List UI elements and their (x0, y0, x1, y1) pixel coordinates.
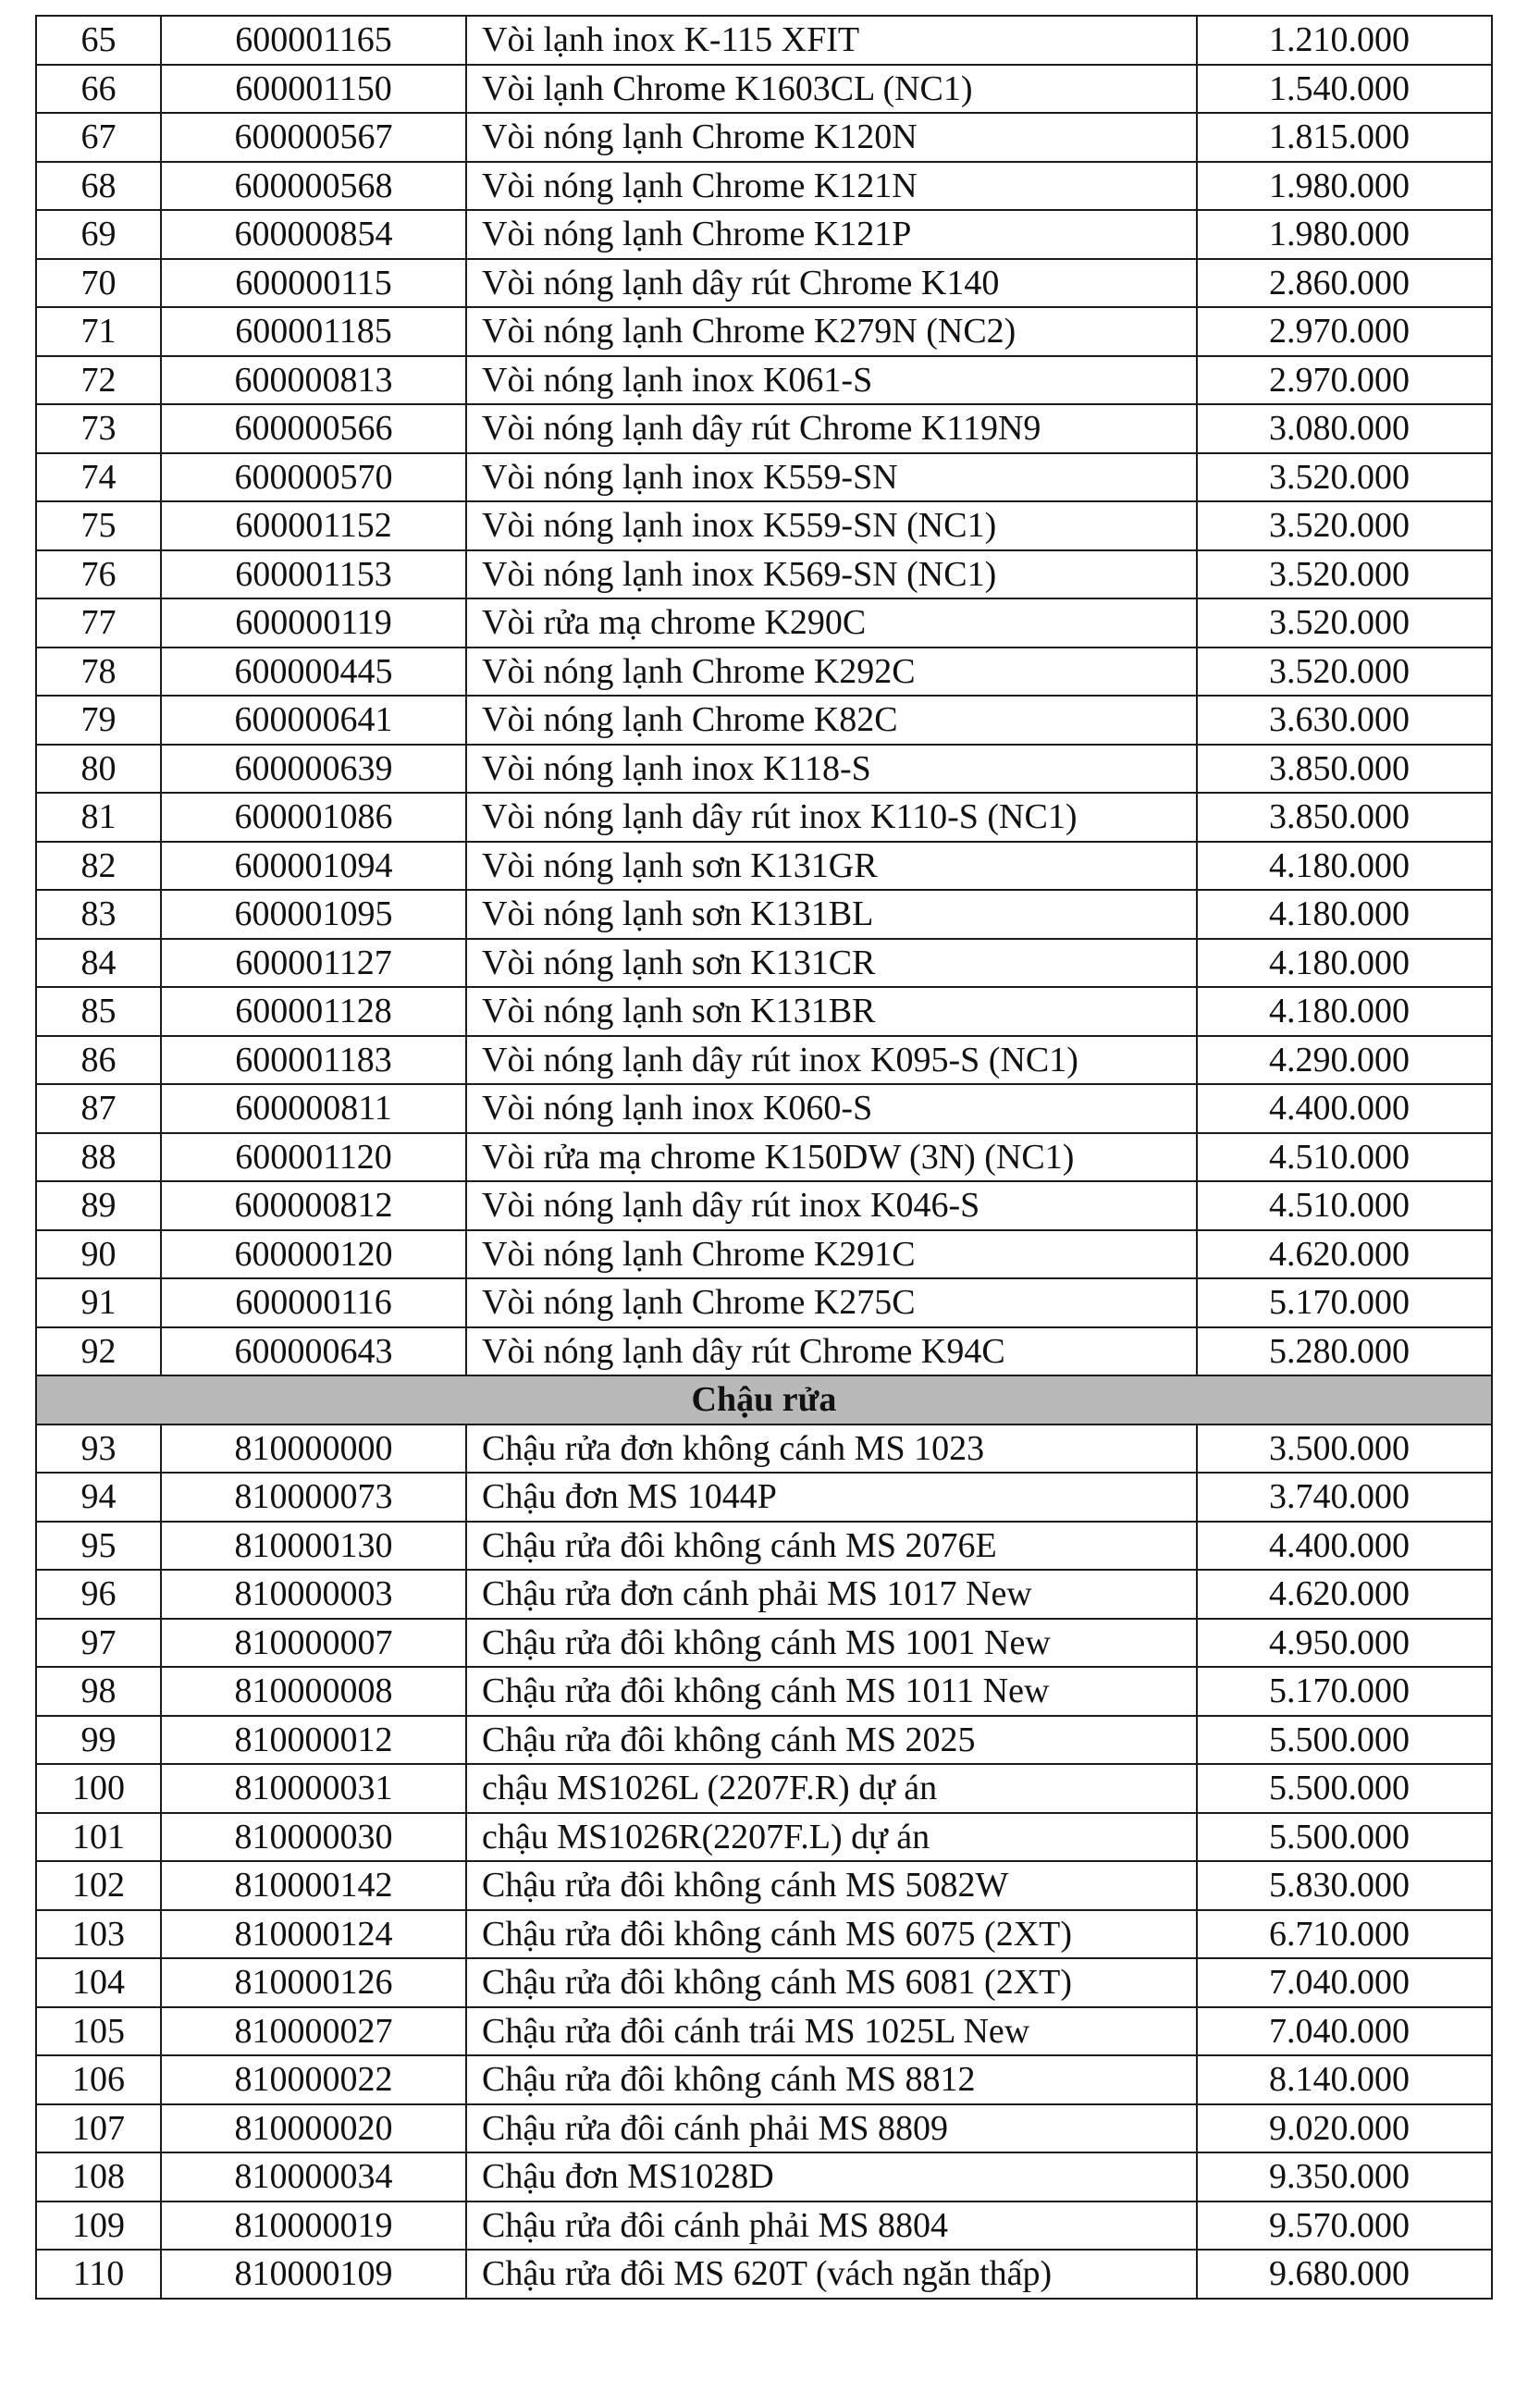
product-code-cell: 600000115 (161, 259, 466, 308)
row-number-cell: 91 (36, 1278, 161, 1327)
product-code-cell: 600001185 (161, 307, 466, 356)
table-row (36, 1522, 1492, 1571)
product-code-cell: 810000012 (161, 1716, 466, 1765)
product-name-cell: Vòi nóng lạnh Chrome K275C (466, 1278, 1197, 1327)
table-row (36, 65, 1492, 114)
table-row (36, 259, 1492, 308)
row-number-cell: 89 (36, 1181, 161, 1230)
product-name-cell: Vòi nóng lạnh sơn K131BR (466, 987, 1197, 1036)
product-name-cell: Chậu rửa đôi cánh phải MS 8804 (466, 2202, 1197, 2251)
row-number-cell: 68 (36, 162, 161, 211)
product-code-cell: 810000000 (161, 1424, 466, 1474)
row-number-cell: 87 (36, 1084, 161, 1133)
table-row (36, 162, 1492, 211)
product-code-cell: 810000142 (161, 1861, 466, 1910)
product-name-cell: Chậu rửa đôi cánh trái MS 1025L New (466, 2007, 1197, 2056)
product-name-cell: Vòi rửa mạ chrome K150DW (3N) (NC1) (466, 1133, 1197, 1182)
row-number-cell: 72 (36, 356, 161, 405)
table-row (36, 453, 1492, 502)
row-number-cell: 71 (36, 307, 161, 356)
row-number-cell: 97 (36, 1619, 161, 1668)
product-code-cell: 810000126 (161, 1958, 466, 2007)
price-cell: 3.850.000 (1197, 745, 1492, 794)
product-name-cell: Vòi nóng lạnh dây rút inox K095-S (NC1) (466, 1036, 1197, 1085)
table-row (36, 16, 1492, 65)
product-code-cell: 600000445 (161, 648, 466, 697)
price-cell: 1.540.000 (1197, 65, 1492, 114)
product-code-cell: 810000020 (161, 2104, 466, 2153)
price-cell: 7.040.000 (1197, 1958, 1492, 2007)
table-row (36, 987, 1492, 1036)
price-cell: 4.950.000 (1197, 1619, 1492, 1668)
price-cell: 5.170.000 (1197, 1278, 1492, 1327)
product-code-cell: 600001120 (161, 1133, 466, 1182)
row-number-cell: 104 (36, 1958, 161, 2007)
product-name-cell: Vòi nóng lạnh Chrome K291C (466, 1230, 1197, 1279)
row-number-cell: 105 (36, 2007, 161, 2056)
product-code-cell: 600000116 (161, 1278, 466, 1327)
product-code-cell: 810000109 (161, 2250, 466, 2299)
product-name-cell: Vòi nóng lạnh Chrome K121N (466, 162, 1197, 211)
table-row (36, 648, 1492, 697)
row-number-cell: 100 (36, 1764, 161, 1813)
product-code-cell: 600000812 (161, 1181, 466, 1230)
product-code-cell: 600000639 (161, 745, 466, 794)
product-name-cell: Vòi lạnh Chrome K1603CL (NC1) (466, 65, 1197, 114)
price-cell: 5.500.000 (1197, 1813, 1492, 1862)
price-cell: 4.400.000 (1197, 1522, 1492, 1571)
product-name-cell: Vòi nóng lạnh Chrome K120N (466, 113, 1197, 162)
product-code-cell: 810000008 (161, 1667, 466, 1716)
product-code-cell: 810000030 (161, 1813, 466, 1862)
table-row (36, 2250, 1492, 2299)
product-code-cell: 810000124 (161, 1910, 466, 1959)
table-row (36, 210, 1492, 259)
row-number-cell: 70 (36, 259, 161, 308)
row-number-cell: 92 (36, 1327, 161, 1376)
product-code-cell: 600000570 (161, 453, 466, 502)
product-name-cell: Vòi nóng lạnh sơn K131BL (466, 890, 1197, 939)
product-code-cell: 600000566 (161, 404, 466, 453)
row-number-cell: 81 (36, 793, 161, 842)
product-code-cell: 600000119 (161, 598, 466, 648)
row-number-cell: 65 (36, 16, 161, 65)
product-name-cell: chậu MS1026L (2207F.R) dự án (466, 1764, 1197, 1813)
row-number-cell: 102 (36, 1861, 161, 1910)
product-name-cell: Chậu rửa đôi không cánh MS 5082W (466, 1861, 1197, 1910)
product-name-cell: Vòi nóng lạnh Chrome K121P (466, 210, 1197, 259)
product-code-cell: 600001094 (161, 842, 466, 891)
price-cell: 1.210.000 (1197, 16, 1492, 65)
product-code-cell: 810000003 (161, 1570, 466, 1619)
row-number-cell: 88 (36, 1133, 161, 1182)
table-row (36, 1570, 1492, 1619)
table-row (36, 1764, 1492, 1813)
table-row (36, 1084, 1492, 1133)
product-code-cell: 810000031 (161, 1764, 466, 1813)
product-name-cell: Chậu rửa đơn không cánh MS 1023 (466, 1424, 1197, 1474)
price-cell: 3.740.000 (1197, 1473, 1492, 1522)
table-row (36, 1424, 1492, 1474)
price-cell: 4.290.000 (1197, 1036, 1492, 1085)
price-cell: 6.710.000 (1197, 1910, 1492, 1959)
product-name-cell: Chậu rửa đơn cánh phải MS 1017 New (466, 1570, 1197, 1619)
price-cell: 1.815.000 (1197, 113, 1492, 162)
price-cell: 1.980.000 (1197, 210, 1492, 259)
product-name-cell: Vòi nóng lạnh dây rút Chrome K94C (466, 1327, 1197, 1376)
product-name-cell: Chậu rửa đôi không cánh MS 1001 New (466, 1619, 1197, 1668)
row-number-cell: 82 (36, 842, 161, 891)
product-name-cell: Chậu rửa đôi cánh phải MS 8809 (466, 2104, 1197, 2153)
table-row (36, 1619, 1492, 1668)
row-number-cell: 110 (36, 2250, 161, 2299)
row-number-cell: 73 (36, 404, 161, 453)
section-header (36, 1375, 1492, 1424)
price-cell: 9.680.000 (1197, 2250, 1492, 2299)
table-row (36, 1036, 1492, 1085)
table-row (36, 1230, 1492, 1279)
price-cell: 3.850.000 (1197, 793, 1492, 842)
table-row (36, 745, 1492, 794)
product-code-cell: 600001128 (161, 987, 466, 1036)
row-number-cell: 86 (36, 1036, 161, 1085)
table-row (36, 356, 1492, 405)
row-number-cell: 75 (36, 501, 161, 550)
section-title: Chậu rửa (36, 1375, 1492, 1424)
product-code-cell: 600000854 (161, 210, 466, 259)
price-cell: 9.570.000 (1197, 2202, 1492, 2251)
table-row (36, 1667, 1492, 1716)
product-name-cell: Chậu đơn MS 1044P (466, 1473, 1197, 1522)
price-cell: 4.180.000 (1197, 939, 1492, 988)
price-cell: 3.080.000 (1197, 404, 1492, 453)
price-cell: 5.500.000 (1197, 1716, 1492, 1765)
row-number-cell: 108 (36, 2152, 161, 2202)
product-name-cell: Vòi nóng lạnh inox K559-SN (466, 453, 1197, 502)
table-row (36, 1133, 1492, 1182)
row-number-cell: 66 (36, 65, 161, 114)
row-number-cell: 77 (36, 598, 161, 648)
row-number-cell: 80 (36, 745, 161, 794)
table-row (36, 939, 1492, 988)
table-row (36, 1813, 1492, 1862)
row-number-cell: 98 (36, 1667, 161, 1716)
price-cell: 7.040.000 (1197, 2007, 1492, 2056)
product-name-cell: Vòi nóng lạnh dây rút inox K110-S (NC1) (466, 793, 1197, 842)
row-number-cell: 78 (36, 648, 161, 697)
product-code-cell: 810000022 (161, 2055, 466, 2104)
product-name-cell: Vòi nóng lạnh Chrome K279N (NC2) (466, 307, 1197, 356)
price-cell: 1.980.000 (1197, 162, 1492, 211)
product-code-cell: 600000643 (161, 1327, 466, 1376)
table-row (36, 2202, 1492, 2251)
price-cell: 3.520.000 (1197, 550, 1492, 599)
row-number-cell: 94 (36, 1473, 161, 1522)
row-number-cell: 76 (36, 550, 161, 599)
row-number-cell: 99 (36, 1716, 161, 1765)
row-number-cell: 74 (36, 453, 161, 502)
table-row (36, 550, 1492, 599)
row-number-cell: 83 (36, 890, 161, 939)
price-list-table (35, 15, 1493, 2300)
product-code-cell: 600001152 (161, 501, 466, 550)
product-name-cell: Chậu rửa đôi không cánh MS 6081 (2XT) (466, 1958, 1197, 2007)
product-code-cell: 600001086 (161, 793, 466, 842)
row-number-cell: 79 (36, 696, 161, 745)
price-cell: 5.500.000 (1197, 1764, 1492, 1813)
table-row (36, 1716, 1492, 1765)
row-number-cell: 90 (36, 1230, 161, 1279)
product-name-cell: Vòi nóng lạnh inox K559-SN (NC1) (466, 501, 1197, 550)
table-row (36, 1327, 1492, 1376)
table-row (36, 598, 1492, 648)
table-row (36, 2104, 1492, 2153)
product-name-cell: Vòi nóng lạnh dây rút inox K046-S (466, 1181, 1197, 1230)
product-code-cell: 600001150 (161, 65, 466, 114)
row-number-cell: 96 (36, 1570, 161, 1619)
price-cell: 2.970.000 (1197, 356, 1492, 405)
product-code-cell: 810000034 (161, 2152, 466, 2202)
table-row (36, 113, 1492, 162)
product-name-cell: Vòi nóng lạnh Chrome K82C (466, 696, 1197, 745)
table-row (36, 2007, 1492, 2056)
price-cell: 9.020.000 (1197, 2104, 1492, 2153)
product-code-cell: 600001095 (161, 890, 466, 939)
row-number-cell: 101 (36, 1813, 161, 1862)
product-code-cell: 810000130 (161, 1522, 466, 1571)
product-name-cell: Vòi nóng lạnh inox K060-S (466, 1084, 1197, 1133)
price-cell: 4.400.000 (1197, 1084, 1492, 1133)
price-cell: 8.140.000 (1197, 2055, 1492, 2104)
table-row (36, 1473, 1492, 1522)
table-row (36, 2055, 1492, 2104)
table-row (36, 1910, 1492, 1959)
section-row-sinks (36, 1375, 1492, 1424)
product-code-cell: 600001165 (161, 16, 466, 65)
product-code-cell: 600000567 (161, 113, 466, 162)
product-name-cell: Vòi nóng lạnh dây rút Chrome K140 (466, 259, 1197, 308)
product-name-cell: Vòi nóng lạnh sơn K131GR (466, 842, 1197, 891)
price-cell: 9.350.000 (1197, 2152, 1492, 2202)
product-name-cell: Chậu rửa đôi MS 620T (vách ngăn thấp) (466, 2250, 1197, 2299)
price-cell: 4.620.000 (1197, 1230, 1492, 1279)
row-number-cell: 85 (36, 987, 161, 1036)
price-cell: 4.180.000 (1197, 987, 1492, 1036)
product-code-cell: 600000813 (161, 356, 466, 405)
sink-rows (36, 1424, 1492, 2299)
price-cell: 2.970.000 (1197, 307, 1492, 356)
row-number-cell: 109 (36, 2202, 161, 2251)
product-name-cell: Vòi nóng lạnh inox K061-S (466, 356, 1197, 405)
product-code-cell: 810000027 (161, 2007, 466, 2056)
product-name-cell: Vòi nóng lạnh dây rút Chrome K119N9 (466, 404, 1197, 453)
product-name-cell: chậu MS1026R(2207F.L) dự án (466, 1813, 1197, 1862)
table-row (36, 1861, 1492, 1910)
table-row (36, 1958, 1492, 2007)
price-cell: 4.510.000 (1197, 1133, 1492, 1182)
price-cell: 3.520.000 (1197, 453, 1492, 502)
product-code-cell: 810000007 (161, 1619, 466, 1668)
faucet-rows (36, 16, 1492, 1375)
price-cell: 5.170.000 (1197, 1667, 1492, 1716)
price-cell: 3.520.000 (1197, 501, 1492, 550)
table-row (36, 2152, 1492, 2202)
product-code-cell: 600001183 (161, 1036, 466, 1085)
table-row (36, 842, 1492, 891)
product-name-cell: Vòi nóng lạnh sơn K131CR (466, 939, 1197, 988)
row-number-cell: 84 (36, 939, 161, 988)
product-code-cell: 600000120 (161, 1230, 466, 1279)
table-row (36, 1181, 1492, 1230)
row-number-cell: 95 (36, 1522, 161, 1571)
price-cell: 2.860.000 (1197, 259, 1492, 308)
product-code-cell: 810000019 (161, 2202, 466, 2251)
row-number-cell: 69 (36, 210, 161, 259)
table-row (36, 307, 1492, 356)
product-code-cell: 600000568 (161, 162, 466, 211)
product-name-cell: Vòi nóng lạnh inox K118-S (466, 745, 1197, 794)
row-number-cell: 67 (36, 113, 161, 162)
table-row (36, 696, 1492, 745)
table-row (36, 793, 1492, 842)
product-code-cell: 810000073 (161, 1473, 466, 1522)
product-name-cell: Chậu rửa đôi không cánh MS 2076E (466, 1522, 1197, 1571)
table-row (36, 501, 1492, 550)
table-row (36, 890, 1492, 939)
price-cell: 4.180.000 (1197, 890, 1492, 939)
product-name-cell: Chậu rửa đôi không cánh MS 8812 (466, 2055, 1197, 2104)
product-name-cell: Chậu rửa đôi không cánh MS 1011 New (466, 1667, 1197, 1716)
product-name-cell: Chậu rửa đôi không cánh MS 6075 (2XT) (466, 1910, 1197, 1959)
price-cell: 4.510.000 (1197, 1181, 1492, 1230)
price-cell: 4.180.000 (1197, 842, 1492, 891)
table-row (36, 1278, 1492, 1327)
price-cell: 4.620.000 (1197, 1570, 1492, 1619)
price-cell: 5.280.000 (1197, 1327, 1492, 1376)
price-cell: 3.520.000 (1197, 598, 1492, 648)
product-code-cell: 600001153 (161, 550, 466, 599)
product-name-cell: Vòi nóng lạnh Chrome K292C (466, 648, 1197, 697)
price-cell: 3.520.000 (1197, 648, 1492, 697)
product-code-cell: 600000641 (161, 696, 466, 745)
price-cell: 5.830.000 (1197, 1861, 1492, 1910)
product-name-cell: Chậu rửa đôi không cánh MS 2025 (466, 1716, 1197, 1765)
product-name-cell: Vòi lạnh inox K-115 XFIT (466, 16, 1197, 65)
row-number-cell: 106 (36, 2055, 161, 2104)
product-code-cell: 600000811 (161, 1084, 466, 1133)
row-number-cell: 103 (36, 1910, 161, 1959)
product-name-cell: Vòi rửa mạ chrome K290C (466, 598, 1197, 648)
table-row (36, 404, 1492, 453)
price-cell: 3.500.000 (1197, 1424, 1492, 1474)
row-number-cell: 107 (36, 2104, 161, 2153)
product-name-cell: Chậu đơn MS1028D (466, 2152, 1197, 2202)
row-number-cell: 93 (36, 1424, 161, 1474)
product-code-cell: 600001127 (161, 939, 466, 988)
price-cell: 3.630.000 (1197, 696, 1492, 745)
product-name-cell: Vòi nóng lạnh inox K569-SN (NC1) (466, 550, 1197, 599)
